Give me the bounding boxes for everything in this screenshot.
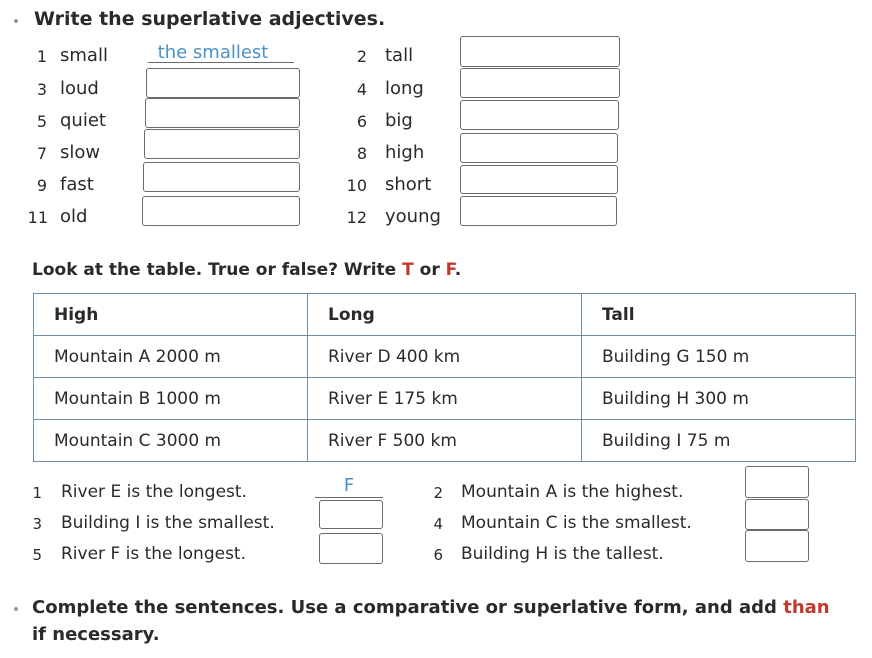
item-word: fast [60, 174, 94, 195]
table-cell: River D 400 km [308, 336, 582, 378]
table-cell: Mountain A 2000 m [34, 336, 308, 378]
section1-heading: Write the superlative adjectives. [34, 8, 386, 30]
item-word: young [385, 206, 441, 227]
item-word: high [385, 142, 425, 163]
table-cell: Mountain B 1000 m [34, 378, 308, 420]
heading-text: Complete the sentences. Use a comparative or superlative form, and add [32, 597, 784, 618]
item-number: 10 [346, 176, 367, 195]
item-word: short [385, 174, 432, 195]
item-word: long [385, 78, 424, 99]
statement-number: 6 [433, 546, 443, 564]
item-number: 9 [36, 176, 47, 195]
table-header-cell: Long [308, 294, 582, 336]
section-bullet [14, 607, 18, 611]
table-header-cell: High [34, 294, 308, 336]
item-word: old [60, 206, 88, 227]
false-letter: F [445, 260, 455, 280]
statement-text: River E is the longest. [61, 482, 247, 502]
item-number: 4 [356, 80, 367, 99]
item-word: small [60, 45, 108, 66]
statement-number: 1 [32, 484, 42, 502]
item-number: 11 [27, 208, 48, 227]
statement-number: 3 [32, 515, 42, 533]
statement-answer-box-4[interactable] [745, 499, 809, 530]
true-letter: T [402, 260, 414, 280]
answer-box-6[interactable] [460, 100, 619, 130]
table-cell: Mountain C 3000 m [34, 420, 308, 462]
item-word: loud [60, 78, 99, 99]
table-header-cell: Tall [582, 294, 856, 336]
answer-box-4[interactable] [460, 68, 620, 98]
data-table [33, 293, 856, 462]
statement-number: 5 [32, 546, 42, 564]
item-number: 6 [356, 112, 367, 131]
statement-answer-box-6[interactable] [745, 530, 809, 562]
statement-text: River F is the longest. [61, 544, 246, 564]
section3-heading-line2: if necessary. [32, 624, 160, 645]
than-word: than [783, 597, 830, 618]
statement-answer-box-3[interactable] [319, 500, 383, 529]
table-cell: Building I 75 m [582, 420, 856, 462]
table-row [34, 378, 856, 420]
table-row [34, 336, 856, 378]
answer-box-12[interactable] [460, 196, 617, 226]
item-number: 12 [346, 208, 367, 227]
item-number: 8 [356, 144, 367, 163]
statement-number: 2 [433, 484, 443, 502]
table-cell: Building H 300 m [582, 378, 856, 420]
statement-number: 4 [433, 515, 443, 533]
answer-box-2[interactable] [460, 36, 620, 67]
item-word: big [385, 110, 413, 131]
heading-or: or [413, 260, 446, 280]
item-number: 7 [36, 144, 47, 163]
item-number: 1 [36, 47, 47, 66]
table-cell: River E 175 km [308, 378, 582, 420]
answer-box-9[interactable] [143, 162, 300, 192]
answer-box-10[interactable] [460, 165, 618, 194]
item-word: slow [60, 142, 101, 163]
item-number: 5 [36, 112, 47, 131]
table-cell: River F 500 km [308, 420, 582, 462]
statement-answer-box-5[interactable] [319, 533, 383, 564]
item-word: tall [385, 45, 414, 66]
heading-text: Look at the table. True or false? Write [32, 260, 403, 280]
answer-box-3[interactable] [146, 68, 300, 98]
item-word: quiet [60, 110, 106, 131]
item-number: 2 [356, 47, 367, 66]
heading-period: . [454, 260, 462, 280]
statement-text: Mountain C is the smallest. [461, 513, 692, 533]
statement-answer-1: F [343, 475, 355, 496]
table-row [34, 420, 856, 462]
statement-text: Building H is the tallest. [461, 544, 664, 564]
item-number: 3 [36, 80, 47, 99]
section3-heading [32, 597, 830, 618]
answer-box-8[interactable] [460, 133, 618, 163]
answer-box-7[interactable] [144, 129, 300, 159]
statement-answer-box-2[interactable] [745, 466, 809, 498]
answer-text-1: the smallest [157, 42, 269, 63]
answer-box-5[interactable] [145, 98, 300, 128]
answer-box-11[interactable] [142, 196, 300, 226]
statement-text: Building I is the smallest. [61, 513, 275, 533]
statement-text: Mountain A is the highest. [461, 482, 684, 502]
table-header-row [34, 294, 856, 336]
section-bullet [14, 19, 18, 23]
section2-heading [32, 260, 461, 280]
table-cell: Building G 150 m [582, 336, 856, 378]
